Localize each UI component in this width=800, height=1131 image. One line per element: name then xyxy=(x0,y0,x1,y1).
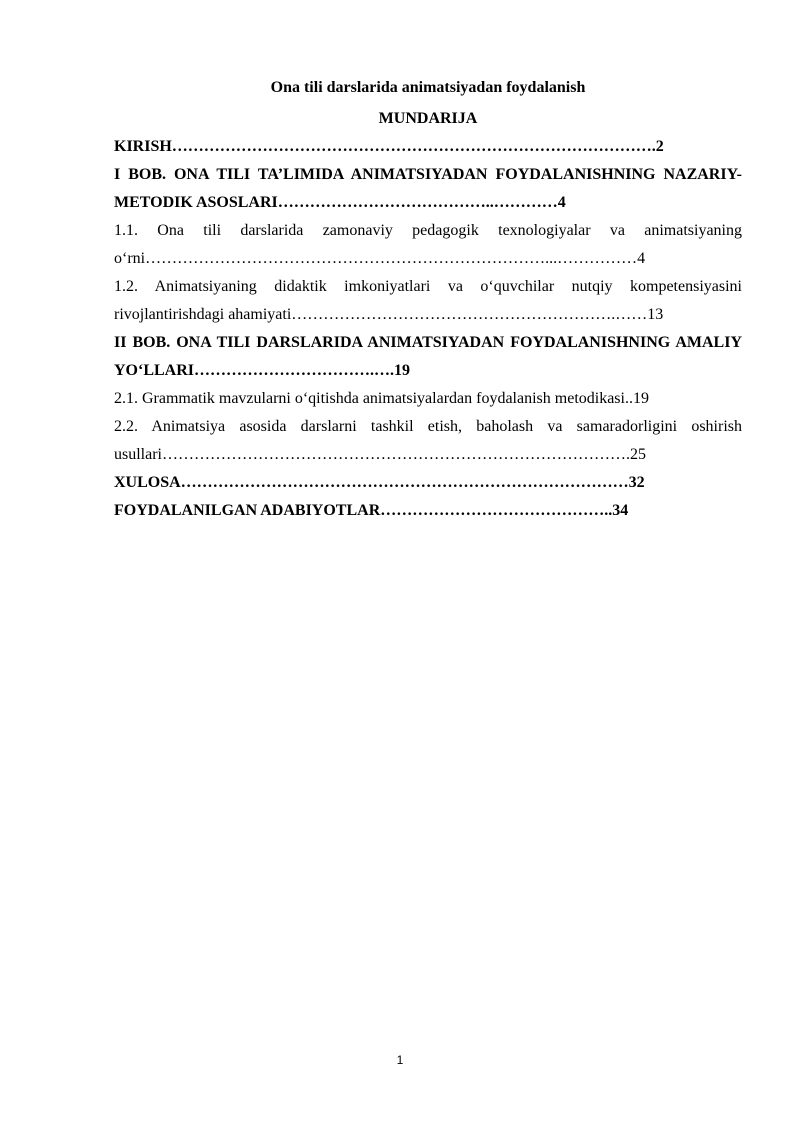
toc-entry-section-1-2: 1.2. Animatsiyaning didaktik imkoniyatlari va o‘quvchilar nutqiy kompetensiyasini rivojlantirishdagi ahamiyati…………………………………………………….……13 xyxy=(114,278,742,323)
toc-entry-chapter-1: I BOB. ONA TILI TA’LIMIDA ANIMATSIYADAN FOYDALANISHNING NAZARIY-METODIK ASOSLARI…………………………………..…………4 xyxy=(114,166,742,211)
page-content xyxy=(114,74,742,525)
page-number: 1 xyxy=(396,1053,404,1067)
toc-entry-section-2-2: 2.2. Animatsiya asosida darslarni tashkil etish, baholash va samaradorligini oshirish usullari…………………………………………………………………………….25 xyxy=(114,418,742,463)
toc-entry-chapter-2: II BOB. ONA TILI DARSLARIDA ANIMATSIYADAN FOYDALANISHNING AMALIY YO‘LLARI…………………………….….19 xyxy=(114,334,742,379)
document-title: Ona tili darslarida animatsiyadan foydalanish xyxy=(270,79,586,96)
toc-entry-conclusion: XULOSA…………………………………………………………………………32 xyxy=(114,474,645,491)
toc-entry-introduction: KIRISH……………………………………………………………………………….2 xyxy=(114,138,664,155)
toc-entry-references: FOYDALANILGAN ADABIYOTLAR……………………………………..34 xyxy=(114,502,629,519)
toc-heading: MUNDARIJA xyxy=(378,110,478,127)
toc-entry-section-1-1: 1.1. Ona tili darslarida zamonaviy pedagogik texnologiyalar va animatsiyaning o‘rni…………………………………………………………………...……………4 xyxy=(114,222,742,267)
toc-entry-section-2-1: 2.1. Grammatik mavzularni o‘qitishda animatsiyalardan foydalanish metodikasi..19 xyxy=(114,390,649,407)
